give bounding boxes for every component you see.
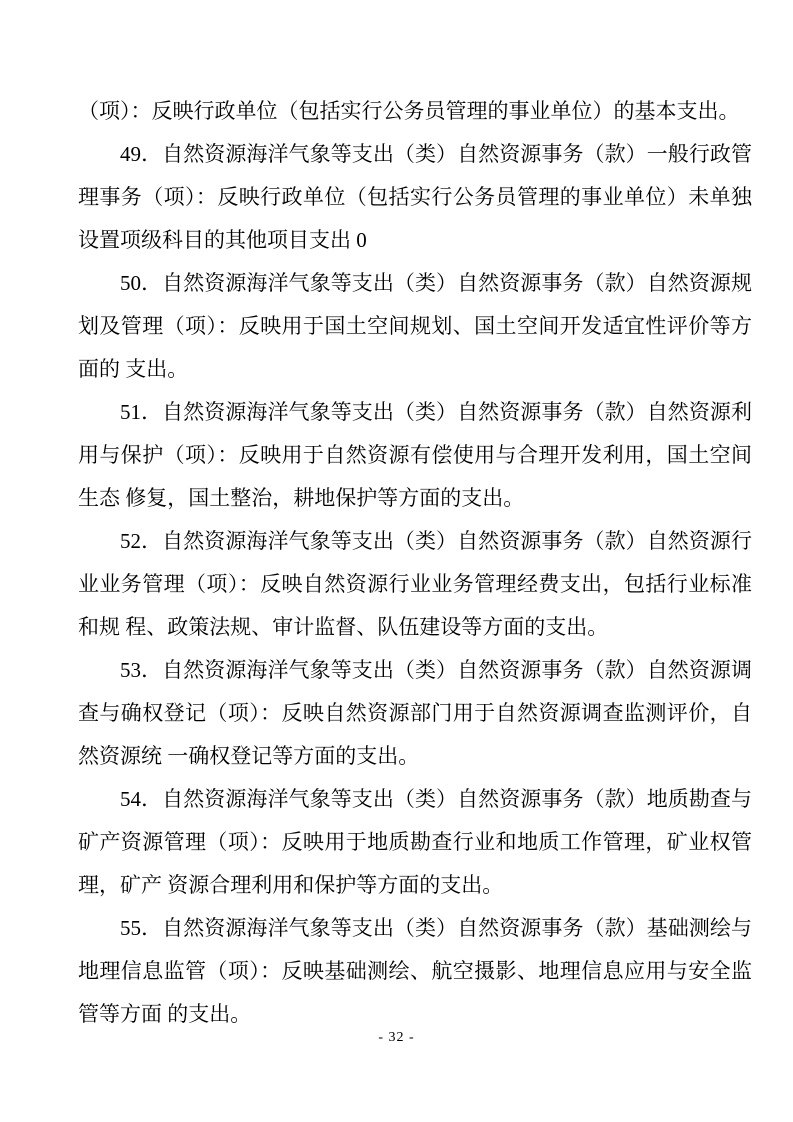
page-number: - 32 -	[378, 1030, 415, 1045]
paragraph: 49．自然资源海洋气象等支出（类）自然资源事务（款）一般行政管理事务（项）：反映行政单位（包括实行公务员管理的事业单位）未单独 设置项级科目的其他项目支出 0	[78, 142, 752, 252]
paragraph: 53．自然资源海洋气象等支出（类）自然资源事务（款）自然资源调查与确权登记（项）：反映自然资源部门用于自然资源调查监测评价，自然资源统 一确权登记等方面的支出。	[78, 658, 752, 768]
document-body	[78, 90, 752, 1036]
paragraph: 55．自然资源海洋气象等支出（类）自然资源事务（款）基础测绘与地理信息监管（项）：反映基础测绘、航空摄影、地理信息应用与安全监管等方面 的支出。	[78, 916, 752, 1026]
paragraph: 54．自然资源海洋气象等支出（类）自然资源事务（款）地质勘查与矿产资源管理（项）：反映用于地质勘查行业和地质工作管理，矿业权管理，矿产 资源合理利用和保护等方面的支出。	[78, 787, 752, 897]
paragraph: 52．自然资源海洋气象等支出（类）自然资源事务（款）自然资源行业业务管理（项）：反映自然资源行业业务管理经费支出，包括行业标准和规 程、政策法规、审计监督、队伍建设等方面的支出。	[78, 529, 752, 639]
paragraph: （项）：反映行政单位（包括实行公务员管理的事业单位）的基本支出。	[78, 99, 740, 123]
paragraph: 50．自然资源海洋气象等支出（类）自然资源事务（款）自然资源规划及管理（项）：反映用于国土空间规划、国土空间开发适宜性评价等方面的 支出。	[78, 271, 752, 381]
paragraph: 51．自然资源海洋气象等支出（类）自然资源事务（款）自然资源利用与保护（项）：反映用于自然资源有偿使用与合理开发利用，国土空间生态 修复，国土整治，耕地保护等方面的支出。	[78, 400, 752, 510]
